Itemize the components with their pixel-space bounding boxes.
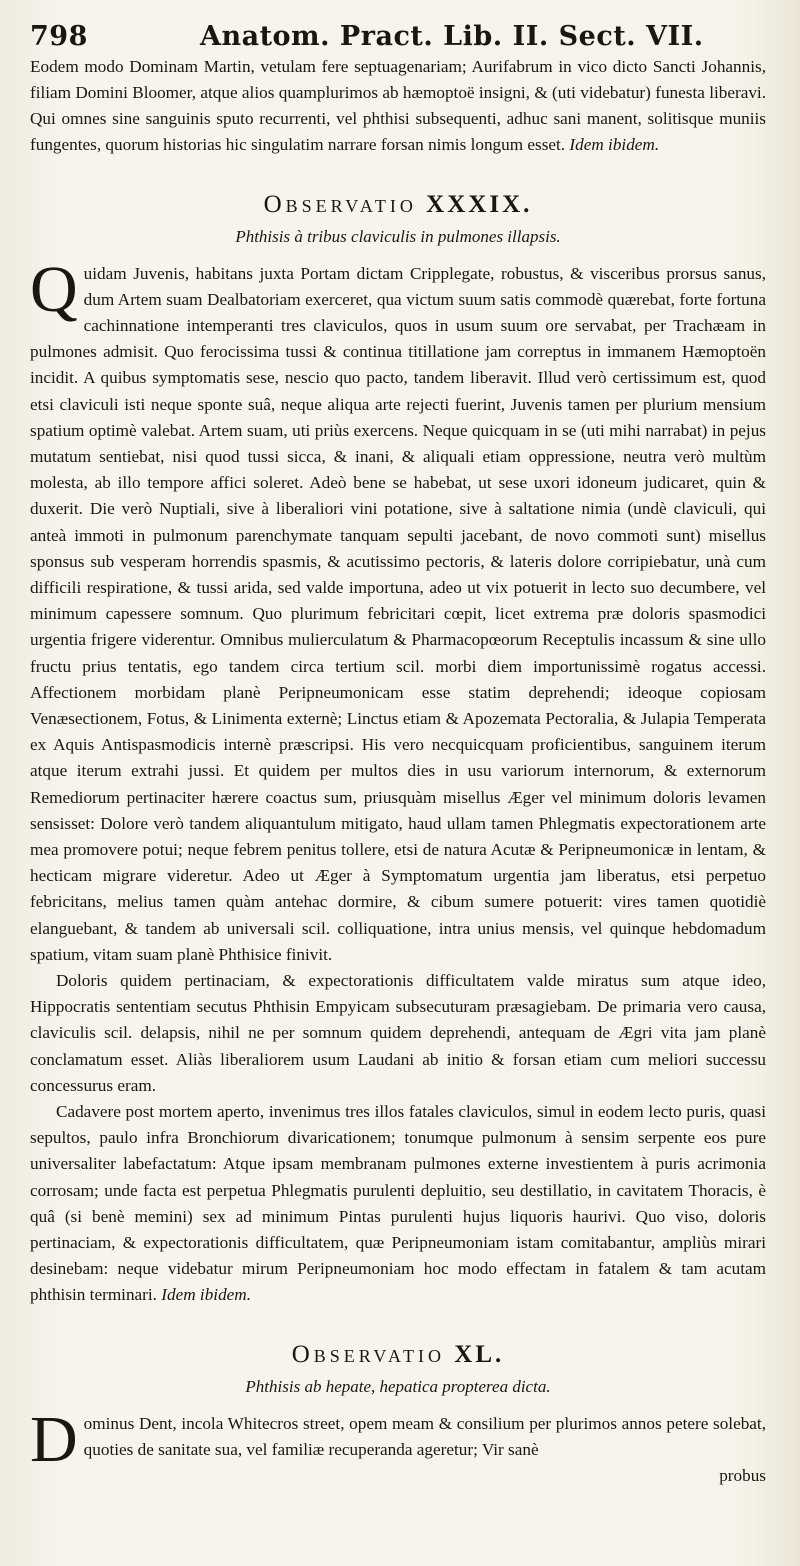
observation-40-dropcap: D [30,1402,78,1476]
observation-39-paragraph-1-text: uidam Juvenis, habitans juxta Portam dictam Cripplegate, robustus, & visceribus prorsus sanus, dum Artem suam Dealbatoriam exerceret, qua victum suum satis commodè quærebat, forte fortuna cachinnatione intemperanti tres claviculos, quos in usum suum ore servabat, per Trachæam in pulmones admisit. Quo ferocissima tussi & continua titillatione jam correptus in immanem Hæmoptoën incidit. A quibus symptomatis sese, nescio quo pacto, tandem liberavit. Illud verò certissimum est, quod etsi claviculi isti neque sponte suâ, neque aliqua arte rejecti fuerint, Juvenis tamen per plurium mensium spatium optimè valebat. Artem suam, uti priùs exercens. Neque quicquam in se (uti mihi narrabat) in pejus mutatum sentiebat, nisi quod tussi sicca, & inani, & aliquali etiam oppressione, neutra verò multùm molesta, ab illo tempore affici soleret. Adeò bene se habebat, ut sese uxori idoneum judicaret, quin & duxerit. Die verò Nuptiali, sive à liberaliori vini potatione, sive à saltatione nimia (undè claviculi, qui anteà immoti in pulmonum parenchymate tanquam sepulti jacebant, de novo commoti sunt) misellus sponsus sub vesperam horrendis spasmis, & acutissimo pectoris, & lateris dolore corripiebatur, unà cum difficili respiratione, & tussi arida, sed valde importuna, adeo ut vix potuerit in lecto suo decumbere, vel minimum capessere somnum. Quo plurimum febricitari cœpit, licet extrema præ doloris spasmodici urgentia frigere viderentur. Omnibus mulierculatum & Pharmacopœorum Receptulis incassum & sine ullo fructu prius tentatis, ego tandem circa tertium scil. morbi diem importunissimè rogatus accessi. Affectionem morbidam planè Peripneumonicam esse statim deprehendi; ideoque copiosam Venæsectionem, Fotus, & Linimenta externè; Linctus etiam & Apozemata Pectoralia, & Julapia Temperata ex Aquis Antispasmodicis internè præscripsi. His vero necquicquam proficientibus, sanguinem iterum atque iterum extrahi jussi. Et quidem per multos dies in usu variorum internorum, & externorum Remediorum pertinaciter hærere coactus sum, priusquàm misellus Æger vel minimum doloris levamen sensisset: Dolore verò tandem aliquantulum mitigato, haud ullam tamen Phlegmatis expectorationem arte mea promovere potui; neque febrem penitus tollere, etsi de natura Acutæ & Peripneumonicæ in lentam, & hecticam migrare videretur. Adeo ut Æger à Symptomatum urgentia jam liberatus, etsi perpetuo febricitans, melius tamen quàm antehac dormire, & cibum sumere potuerit: vires tamen quotidiè elanguebant, & tandem ab universali scil. colliquatione, intra unius mensis, vel quinque hebdomadum spatium, vitam suam planè Phthisice finivit. [30,263,766,964]
observation-39-citation: Idem ibidem. [161,1285,252,1305]
observation-39-word: Observatio [263,190,417,218]
intro-paragraph-text: Eodem modo Dominam Martin, vetulam fere septuagenariam; Aurifabrum in vico dicto Sancti Johannis, filiam Domini Bloomer, atque alios quamplurimos ab hæmoptoë insigni, & (uti videbatur) funesta liberavi. Qui omnes sine sanguinis sputo recurrenti, vel phthisi subsequenti, adhuc sani manent, solitisque muniis fungentes, quorum historias hic singulatim narrare forsan nimis longum esset. [30,56,766,155]
intro-citation: Idem ibidem. [569,135,660,155]
observation-39-paragraph-3-text: Cadavere post mortem aperto, invenimus tres illos fatales claviculos, simul in eodem lecto puris, quasi sepultos, paulo infra Bronchiorum divaricationem; tonumque pulmonum à sensim serpente eos pure universaliter labefactatum: Atque ipsam membranam pulmones externe investientem à puris acrimonia corrosam; unde facta est perpetua Phlegmatis purulenti depluitio, seu destillatio, in cavitatem Thoracis, è quâ (si benè memini) sex ad minimum Pintas purulenti hujus liquoris haurivi. Quo viso, doloris pertinaciam, & expectorationis difficultatem, quæ Peripneumoniam istam comitabantur, ampliùs mirari desinebam: neque videbatur mirum Peripneumoniam hoc modo effectam in fatalem & tam acutam phthisin terminari. [30,1102,766,1305]
intro-paragraph [30,54,766,159]
observation-39-paragraph-1 [30,252,766,968]
observation-39-paragraph-2: Doloris quidem pertinaciam, & expectorationis difficultatem valde miratus sum atque ideo, Hippocratis sententiam secutus Phthisin Empyicam subsecuturam præsagiebam. De primaria vero causa, claviculis scil. delapsis, nihil ne per somnum quidem deprehendi, antequam de Ægri vita jam planè conclamatum esset. Aliàs liberaliorem usum Laudani ab initio & forsan etiam cum meliori successu concessurus eram. [30,970,766,1095]
observation-39-dropcap: Q [30,252,78,326]
catchword: probus [719,1466,766,1486]
observation-40-paragraph-1-text: ominus Dent, incola Whitecros street, opem meam & consilium per plurimos annos petere solebat, quoties de sanitate sua, vel familiæ recuperanda ageretur; Vir sanè [83,1413,766,1459]
observation-40-subtitle: Phthisis ab hepate, hepatica propterea dicta. [245,1376,551,1396]
observation-39-number: XXXIX. [426,190,533,218]
observation-40-heading [30,1341,766,1369]
observation-39-paragraph-3 [30,1099,766,1309]
observation-39-subtitle: Phthisis à tribus claviculis in pulmones illapsis. [235,226,561,246]
running-title: Anatom. Pract. Lib. II. Sect. VII. [200,21,704,52]
page-number: 798 [30,21,88,52]
observation-40-number: XL. [454,1340,505,1368]
running-head [30,22,766,52]
observation-40-word: Observatio [291,1340,446,1368]
observation-39-heading [30,191,766,219]
